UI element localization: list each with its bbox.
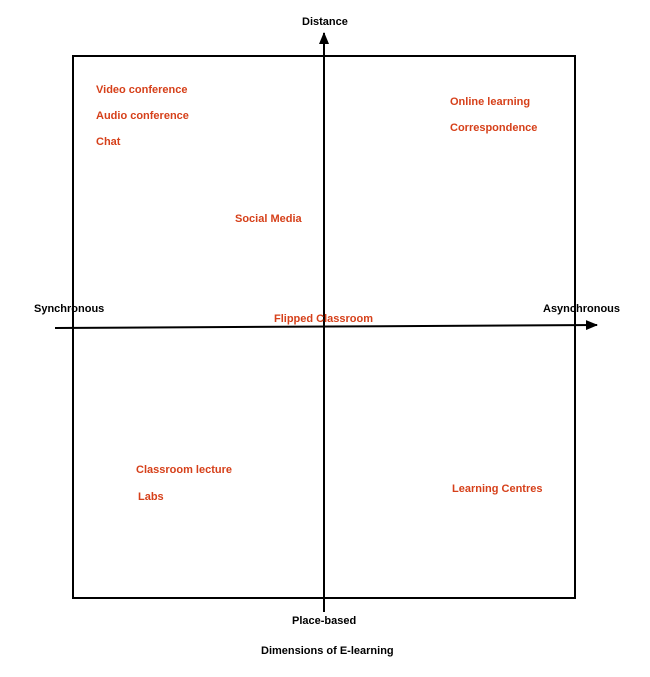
diagram-title: Dimensions of E-learning [261, 645, 394, 657]
item-flipped-classroom: Flipped Classroom [274, 313, 374, 325]
item-social-media: Social Media [235, 213, 302, 225]
item-classroom-lecture: Classroom lecture [136, 464, 232, 476]
axis-label-bottom: Place-based [292, 615, 357, 627]
item-learning-centres: Learning Centres [452, 483, 543, 495]
item-chat: Chat [96, 136, 121, 148]
axis-label-left: Synchronous [34, 303, 105, 315]
item-labs: Labs [138, 491, 164, 503]
item-correspondence: Correspondence [450, 122, 538, 134]
item-audio-conference: Audio conference [96, 110, 189, 122]
axis-label-right: Asynchronous [543, 303, 621, 315]
axis-label-top: Distance [302, 16, 348, 28]
item-video-conference: Video conference [96, 84, 188, 96]
item-online-learning: Online learning [450, 96, 531, 108]
